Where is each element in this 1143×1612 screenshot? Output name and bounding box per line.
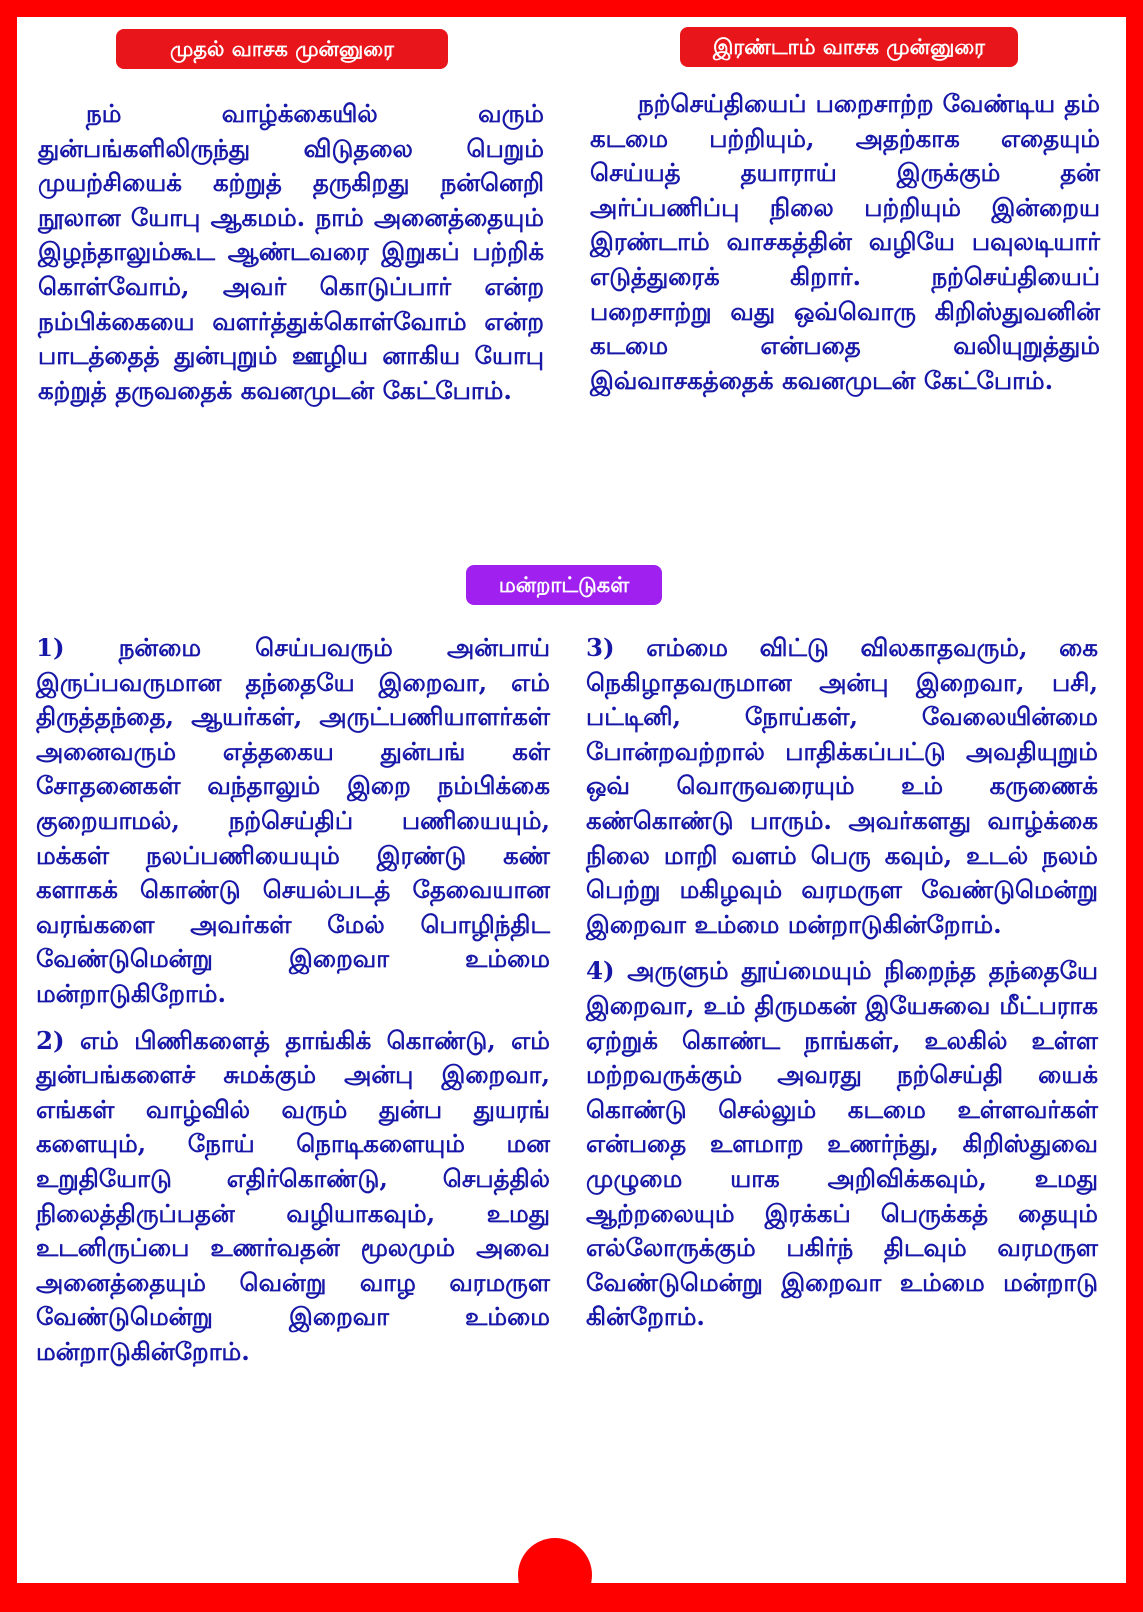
second-reading-intro-text: நற்செய்தியைப் பறைசாற்ற வேண்டிய தம் கடமை பற்றியும், அதற்காக எதையும் செய்யத் தயாராய் இருக்கும் தன் அர்ப்பணிப்பு நிலை பற்றியும் இன்றைய இரண்டாம் வாசகத்தின் வழியே பவுலடியார் எடுத்துரைக் கிறார். நற்செய்தியைப் பறைசாற்று வது ஒவ்வொரு கிறிஸ்துவனின் கடமை என்பதை வலியுறுத்தும் இவ்வாசகத்தைக் கவனமுடன் கேட்போம். [590, 89, 1100, 395]
first-reading-intro-text: நம் வாழ்க்கையில் வரும் துன்பங்களிலிருந்து விடுதலை பெறும் முயற்சியைக் கற்றுத் தருகிறது நன்னெறி நூலான யோபு ஆகமம். நாம் அனைத்தையும் இழந்தாலும்கூட ஆண்டவரை இறுகப் பற்றிக் கொள்வோம், அவர் கொடுப்பார் என்ற நம்பிக்கையை வளர்த்துக்கொள்வோம் என்ற பாடத்தைத் துன்புறும் ஊழிய னாகிய யோபு கற்றுத் தருவதைக் கவனமுடன் கேட்போம். [38, 99, 544, 405]
prayers-left-column [36, 631, 550, 1381]
first-reading-intro-title: முதல் வாசக முன்னுரை [116, 29, 448, 69]
prayers-title: மன்றாட்டுகள் [466, 565, 662, 605]
prayers-right-column [586, 631, 1098, 1347]
prayer-item: 1) நன்மை செய்பவரும் அன்பாய் இருப்பவருமான தந்தையே இறைவா, எம் திருத்தந்தை, ஆயர்கள், அருட்பணியாளர்கள் அனைவரும் எத்தகைய துன்பங் கள் சோதனைகள் வந்தாலும் இறை நம்பிக்கை குறையாமல், நற்செய்திப் பணியையும், மக்கள் நலப்பணியையும் இரண்டு கண் களாகக் கொண்டு செயல்படத் தேவையான வரங்களை அவர்கள் மேல் பொழிந்திட வேண்டுமென்று இறைவா உம்மை மன்றாடுகிறோம். [36, 633, 550, 1008]
second-reading-intro [590, 87, 1100, 398]
page [17, 17, 1126, 1583]
prayer-item: 3) எம்மை விட்டு விலகாதவரும், கை நெகிழாதவருமான அன்பு இறைவா, பசி, பட்டினி, நோய்கள், வேலையின்மை போன்றவற்றால் பாதிக்கப்பட்டு அவதியுறும் ஒவ் வொருவரையும் உம் கருணைக் கண்கொண்டு பாரும். அவர்களது வாழ்க்கை நிலை மாறி வளம் பெரு கவும், உடல் நலம் பெற்று மகிழவும் வரமருள வேண்டுமென்று இறைவா உம்மை மன்றாடுகின்றோம். [586, 633, 1098, 939]
page-number-circle [518, 1538, 592, 1612]
second-reading-intro-title: இரண்டாம் வாசக முன்னுரை [680, 27, 1018, 67]
prayer-item: 2) எம் பிணிகளைத் தாங்கிக் கொண்டு, எம் துன்பங்களைச் சுமக்கும் அன்பு இறைவா, எங்கள் வாழ்வில் வரும் துன்ப துயரங் களையும், நோய் நொடிகளையும் மன உறுதியோடு எதிர்கொண்டு, செபத்தில் நிலைத்திருப்பதன் வழியாகவும், உமது உடனிருப்பை உணர்வதன் மூலமும் அவை அனைத்தையும் வென்று வாழ வரமருள வேண்டுமென்று இறைவா உம்மை மன்றாடுகின்றோம். [36, 1025, 550, 1366]
prayer-item: 4) அருளும் தூய்மையும் நிறைந்த தந்தையே இறைவா, உம் திருமகன் இயேசுவை மீட்பராக ஏற்றுக் கொண்ட நாங்கள், உலகில் உள்ள மற்றவருக்கும் அவரது நற்செய்தி யைக் கொண்டு செல்லும் கடமை உள்ளவர்கள் என்பதை உளமாற உணர்ந்து, கிறிஸ்துவை முழுமை யாக அறிவிக்கவும், உமது ஆற்றலையும் இரக்கப் பெருக்கத் தையும் எல்லோருக்கும் பகிர்ந் திடவும் வரமருள வேண்டுமென்று இறைவா உம்மை மன்றாடு கின்றோம். [586, 956, 1098, 1332]
first-reading-intro [38, 97, 544, 408]
